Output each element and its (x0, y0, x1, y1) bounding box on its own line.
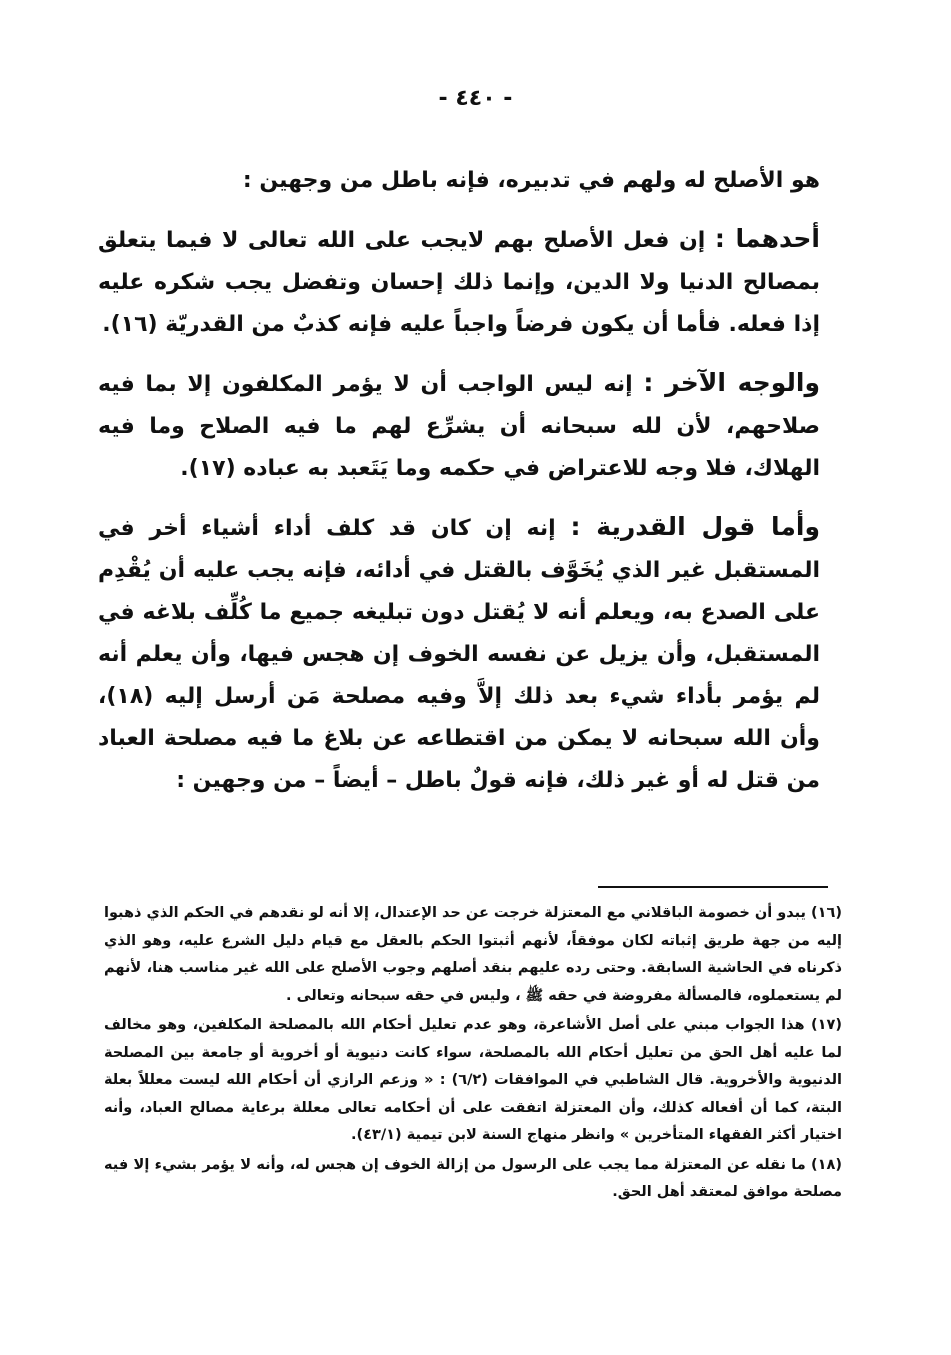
footnote-17: (١٧) هذا الجواب مبني على أصل الأشاعرة، وهو عدم تعليل أحكام الله بالمصلحة المكلفين، وهو مخالف لما عليه أهل الحق من تعليل أحكام الله بالمصلحة، سواء كانت دنيوية أو أخروية أو جامعة بين المصلحة الدنيوية والأخروية. قال الشاطبي في الموافقات (٦/٢) : « وزعم الرازي أن أحكام الله ليست معللاً بعلة البتة، كما أن أفعاله كذلك، وأن المعتزلة اتفقت على أن أحكامه تعالى معللة برعاية مصالح العباد، وأنه اختيار أكثر الفقهاء المتأخرين » وانظر منهاج السنة لابن تيمية (٤٣/١). (104, 1017, 842, 1143)
paragraph-2-lead: أحدهما : (714, 224, 820, 253)
paragraph-1: هو الأصلح له ولهم في تدبيره، فإنه باطل من وجهين : (242, 168, 820, 193)
main-text (98, 160, 820, 818)
paragraph-3 (98, 362, 820, 490)
paragraph-4 (98, 506, 820, 802)
page-number: - ٤٤٠ - (438, 86, 513, 111)
paragraph-4-lead: وأما قول القدرية : (570, 512, 821, 541)
footnotes (104, 900, 842, 1209)
paragraph-2 (98, 218, 820, 346)
paragraph-4-text: إنه إن كان قد كلف أداء أشياء أخر في المستقبل غير الذي يُخَوَّف بالقتل في أدائه، فإنه يجب عليه أن يُقْدِم على الصدع به، ويعلم أنه لا يُقتل دون تبليغه جميع ما كُلِّف بلاغه في المستقبل، وأن يزيل عن نفسه الخوف إن هجس فيها، وأن يعلم أنه لم يؤمر بأداء شيء بعد ذلك إلاَّ وفيه مصلحة مَن أرسل إليه (١٨)، وأن الله سبحانه لا يمكن من اقتطاعه عن بلاغ ما فيه مصلحة العباد من قتل له أو غير ذلك، فإنه قولٌ باطل – أيضاً – من وجهين : (98, 516, 820, 793)
footnote-16: (١٦) يبدو أن خصومة الباقلاني مع المعتزلة خرجت عن حد الإعتدال، إلا أنه لو نقدهم في الحكم الذي ذهبوا إليه من جهة طريق إثباته لكان موفقاً، لأنهم أثبتوا الحكم بالعقل مع قيام دليل الشرع عليه، وهو الذي ذكرناه في الحاشية السابقة. وحتى رده عليهم بنقد أصلهم وجوب الأصلح على الله غير مناسب هنا، لأنهم لم يستعملوه، فالمسألة مفروضة في حقه ﷺ ، وليس في حقه سبحانه وتعالى . (104, 905, 842, 1004)
footnote-divider (598, 886, 828, 888)
paragraph-3-lead: والوجه الآخر : (643, 368, 820, 397)
footnote-18: (١٨) ما نقله عن المعتزلة مما يجب على الرسول من إزالة الخوف إن هجس له، وأنه لا يؤمر بشيء إلا فيه مصلحة موافق لمعتقد أهل الحق. (104, 1156, 842, 1200)
paragraph-2-text: إن فعل الأصلح بهم لايجب على الله تعالى لا فيما يتعلق بمصالح الدنيا ولا الدين، وإنما ذلك إحسان وتفضل يجب شكره عليه إذا فعله. فأما أن يكون فرضاً واجباً عليه فإنه كذبٌ من القدريّة (١٦). (98, 228, 820, 337)
paragraph-3-text: إنه ليس الواجب أن لا يؤمر المكلفون إلا بما فيه صلاحهم، لأن لله سبحانه أن يشرِّع لهم ما فيه الصلاح وما فيه الهلاك، فلا وجه للاعتراض في حكمه وما يَتَعبد به عباده (١٧). (98, 372, 820, 481)
